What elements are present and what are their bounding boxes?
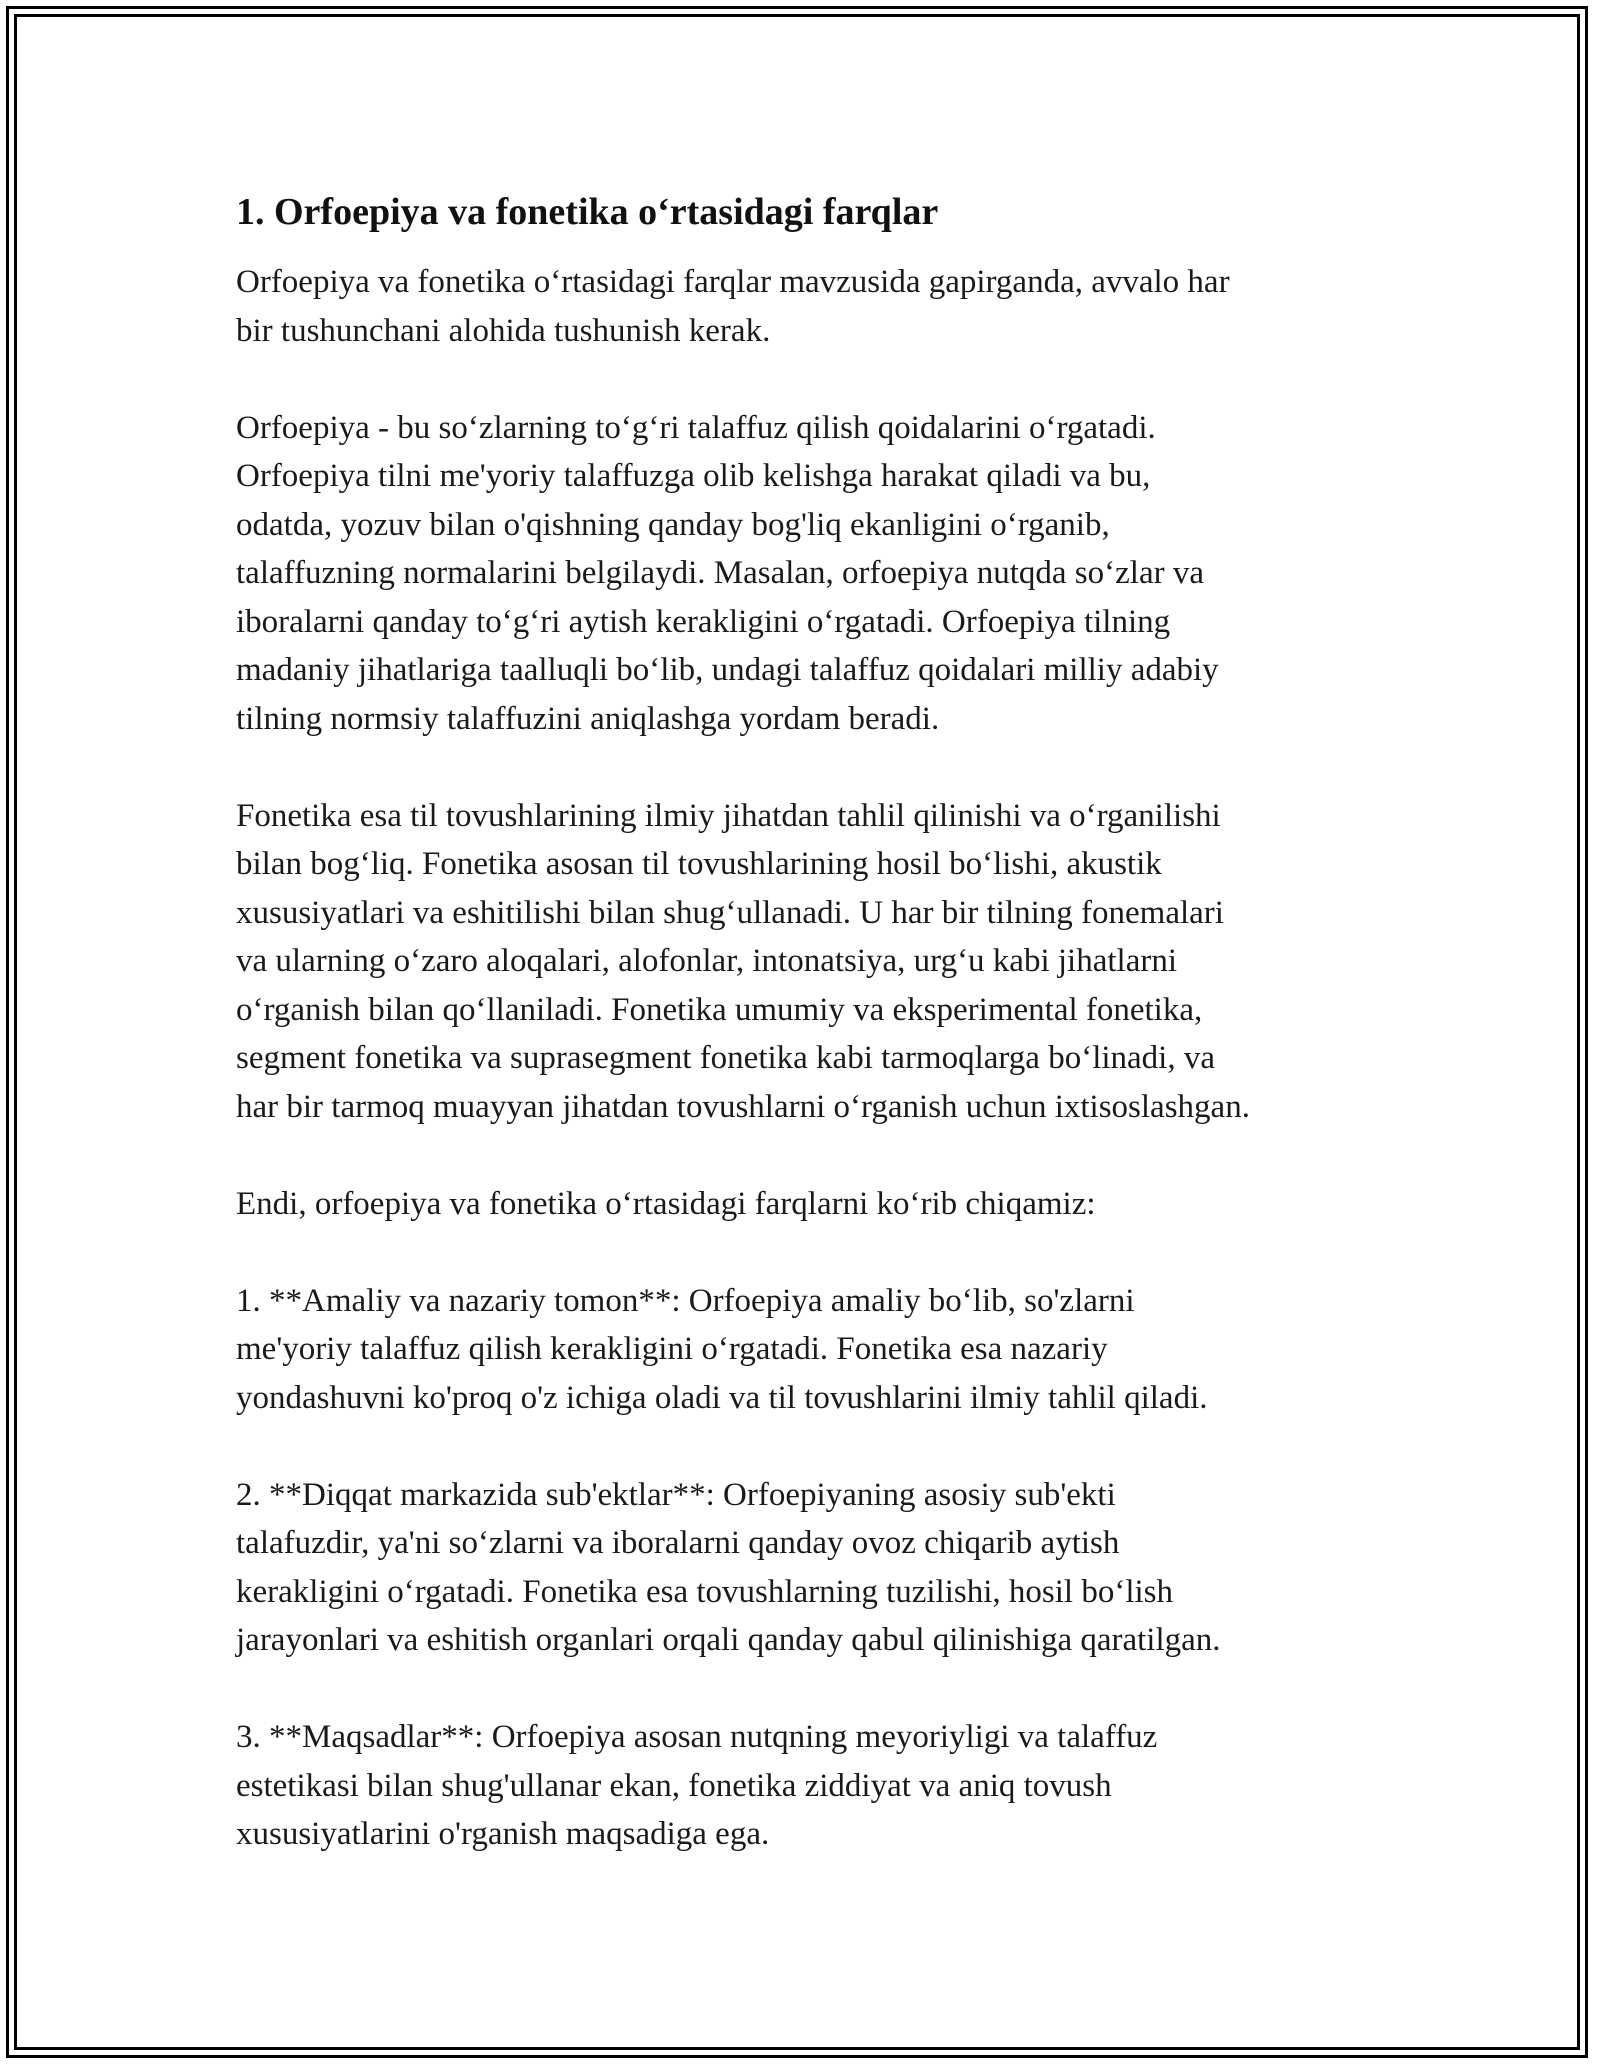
paragraph-fonetika: Fonetika esa til tovushlarining ilmiy jihatdan tahlil qilinishi va o‘rganilishi bilan bog‘liq. Fonetika asosan til tovushlarining hosil bo‘lishi, akustik xususiyatlari va eshitilishi bilan shug‘ullanadi. U har bir tilning fonemalari va ularning o‘zaro aloqalari, alofonlar, intonatsiya, urg‘u kabi jihatlarni o‘rganish bilan qo‘llaniladi. Fonetika umumiy va eksperimental fonetika, segment fonetika va suprasegment fonetika kabi tarmoqlarga bo‘linadi, va har bir tarmoq muayyan jihatdan tovushlarni o‘rganish uchun ixtisoslashgan. [236, 797, 1250, 1125]
section-heading: 1. Orfoepiya va fonetika o‘rtasidagi farqlar [236, 191, 939, 233]
paragraph-transition: Endi, orfoepiya va fonetika o‘rtasidagi farqlarni ko‘rib chiqamiz: [236, 1185, 1096, 1222]
list-item-3: 3. **Maqsadlar**: Orfoepiya asosan nutqning meyoriyligi va talaffuz estetikasi bilan shug'ullanar ekan, fonetika ziddiyat va aniq tovush xususiyatlarini o'rganish maqsadiga ega. [236, 1719, 1158, 1852]
paragraph-intro: Orfoepiya va fonetika o‘rtasidagi farqlar mavzusida gapirganda, avvalo har bir tushunchani alohida tushunish kerak. [236, 264, 1230, 349]
paragraph-orfoepiya: Orfoepiya - bu so‘zlarning to‘g‘ri talaffuz qilish qoidalarini o‘rgatadi. Orfoepiya tilni me'yoriy talaffuzga olib kelishga harakat qiladi va bu, odatda, yozuv bilan o'qishning qanday bog'liq ekanligini o‘rganib, talaffuzning normalarini belgilaydi. Masalan, orfoepiya nutqda so‘zlar va iboralarni qanday to‘g‘ri aytish kerakligini o‘rgatadi. Orfoepiya tilning madaniy jihatlariga taalluqli bo‘lib, undagi talaffuz qoidalari milliy adabiy tilning normsiy talaffuzini aniqlashga yordam beradi. [236, 409, 1219, 737]
document-body [236, 186, 1386, 1907]
list-item-1: 1. **Amaliy va nazariy tomon**: Orfoepiya amaliy bo‘lib, so'zlarni me'yoriy talaffuz qilish kerakligini o‘rgatadi. Fonetika esa nazariy yondashuvni ko'proq o'z ichiga oladi va til tovushlarini ilmiy tahlil qiladi. [236, 1282, 1208, 1416]
list-item-2: 2. **Diqqat markazida sub'ektlar**: Orfoepiyaning asosiy sub'ekti talafuzdir, ya'ni so‘zlarni va iboralarni qanday ovoz chiqarib aytish kerakligini o‘rgatadi. Fonetika esa tovushlarning tuzilishi, hosil bo‘lish jarayonlari va eshitish organlari orqali qanday qabul qilinishiga qaratilgan. [236, 1476, 1221, 1658]
